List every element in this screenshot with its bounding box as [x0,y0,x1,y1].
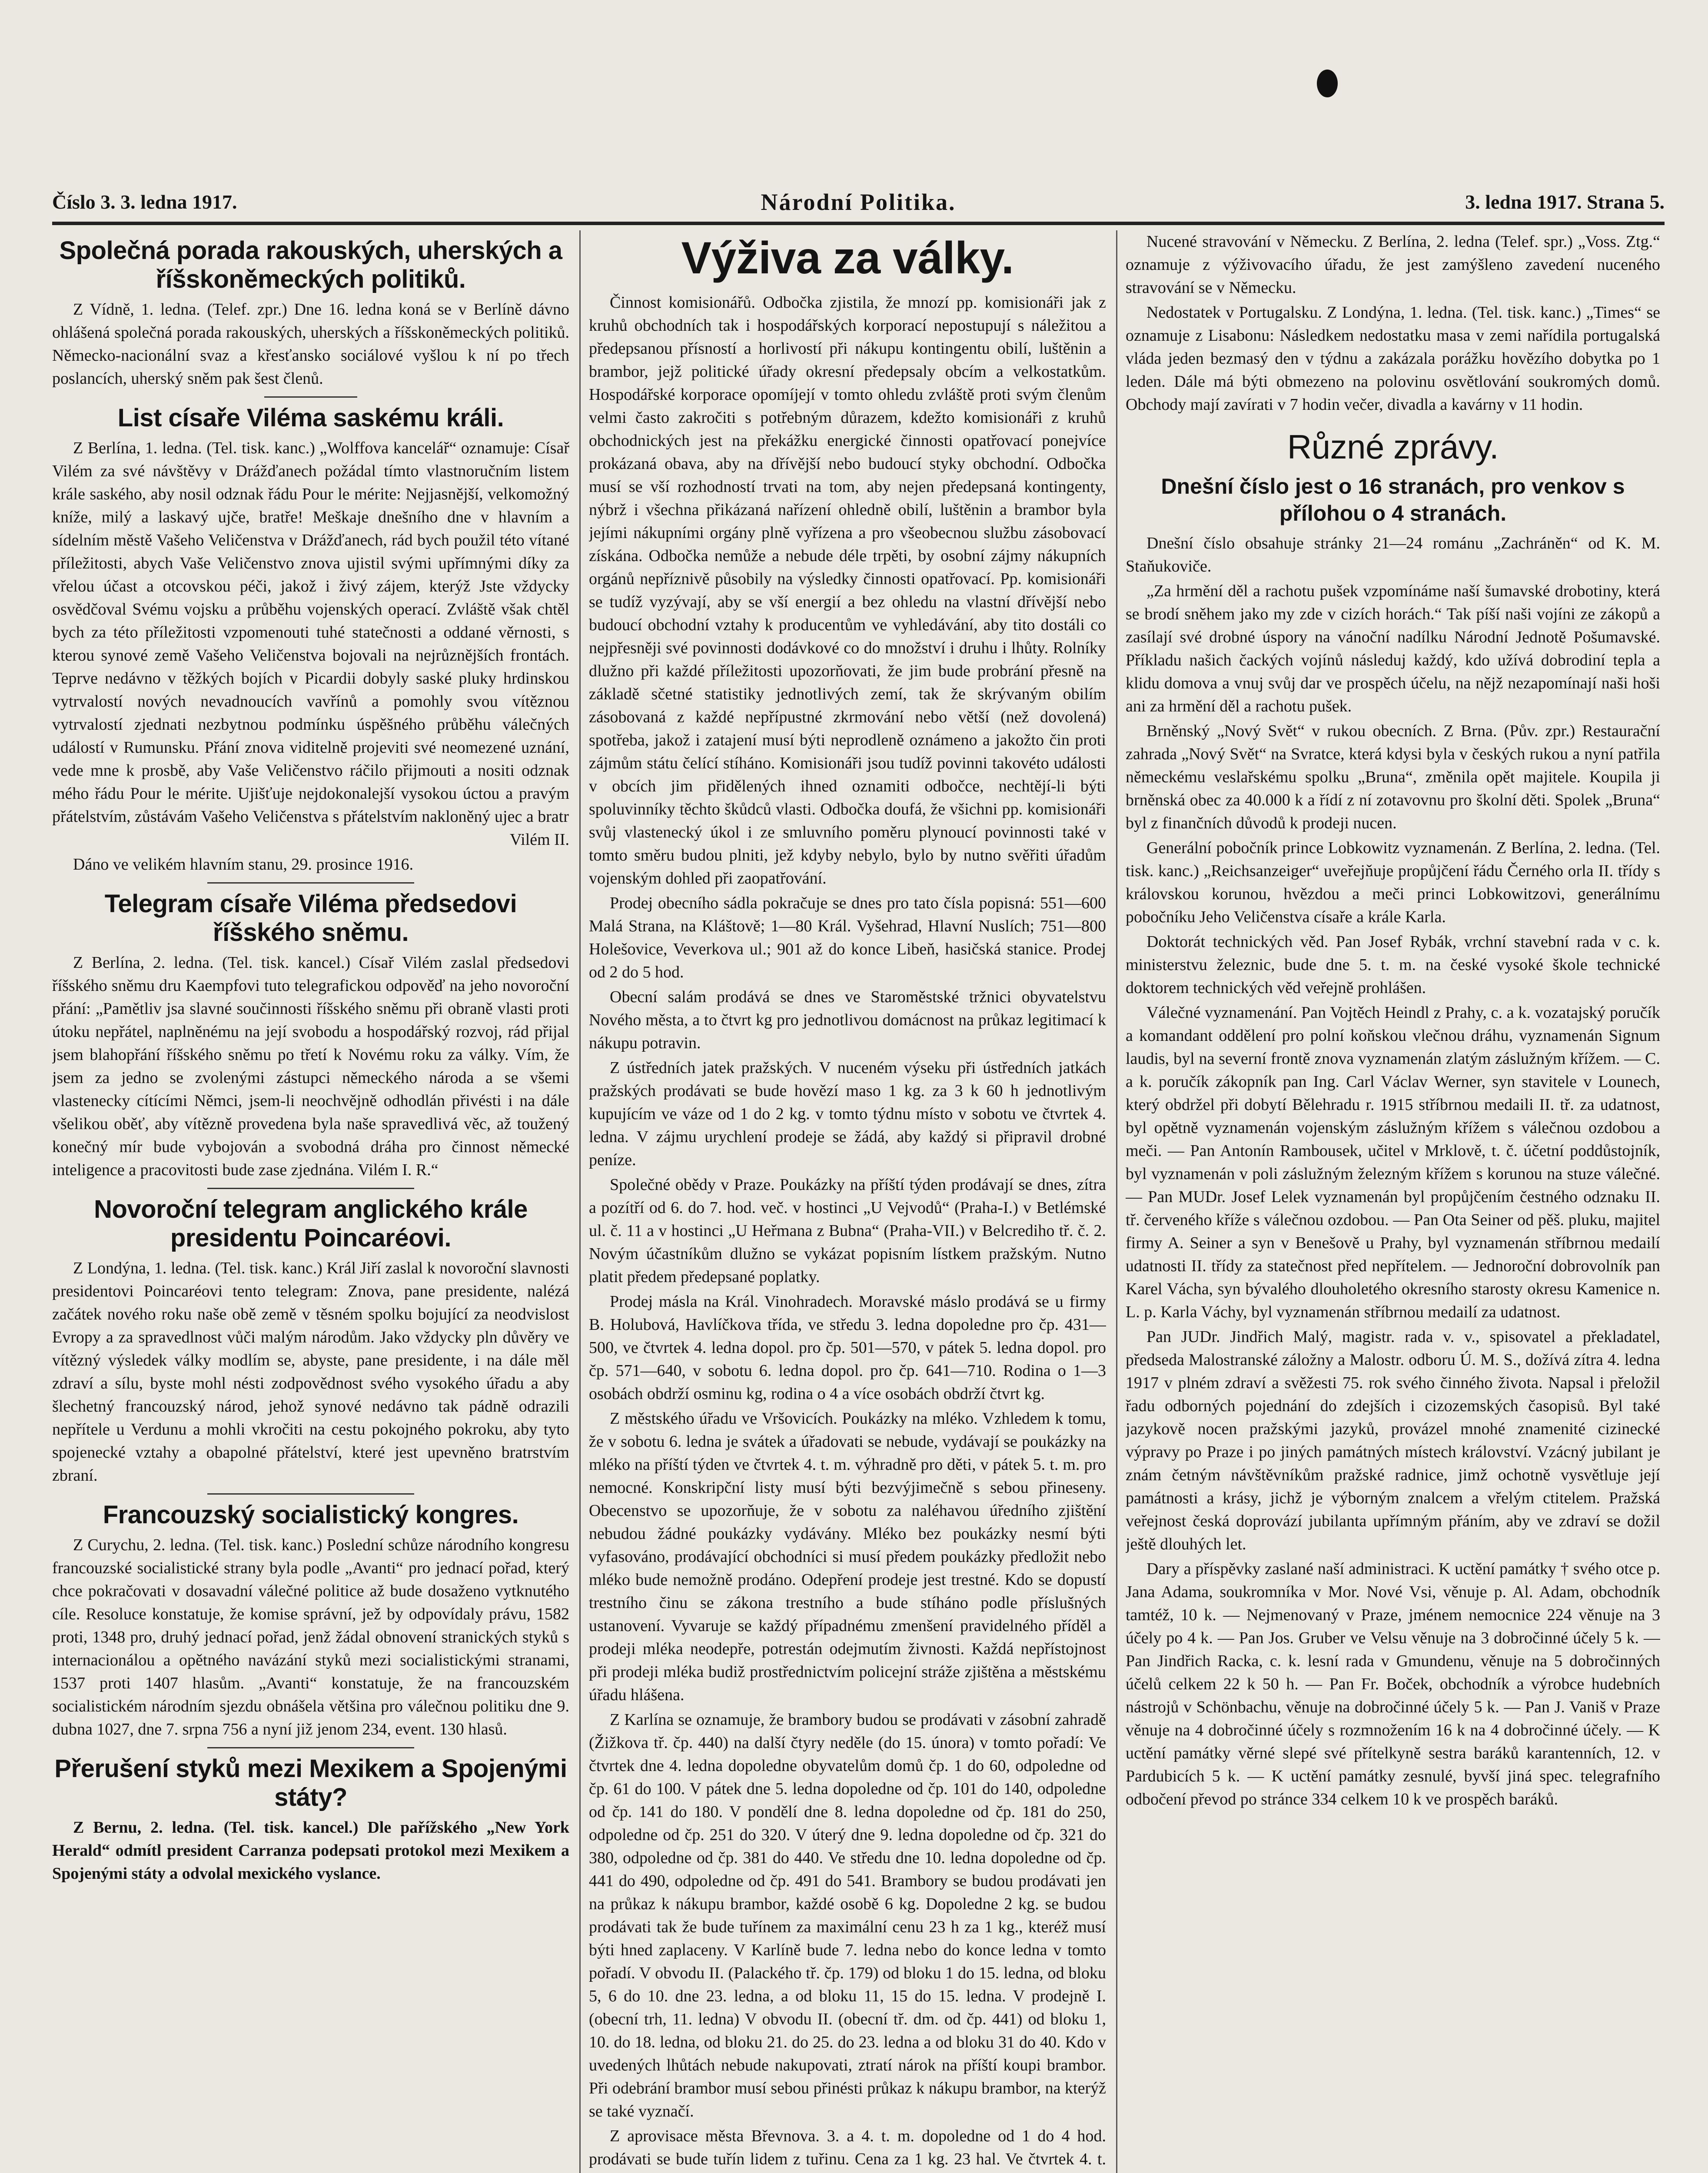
newspaper-title: Národní Politika. [761,189,956,215]
issue-notice: Dnešní číslo jest o 16 stranách, pro venkov s přílohou o 4 stranách. [1161,474,1625,525]
article-paragraph: Generální pobočník prince Lobkowitz vyznamenán. Z Berlína, 2. ledna. (Tel. tisk. kanc.) „Reichsanzeiger“ uveřejňuje propůjčení řádu Černého orla II. třídy s královskou korunou, hvězdou a meči princi Lobkowitzovi, generálnímu pobočníku Jeho Veličenstva císaře a krále Karla. [1126,839,1660,926]
page-header [52,187,1665,225]
article-paragraph: Společné obědy v Praze. Poukázky na příští týden prodávají se dnes, zítra a pozítří od 6. do 7. hod. več. v hostinci „U Vejvodů“ (Praha-I.) v Betlémské ul. č. 11 a v hostinci „U Heřmana z Bubna“ (Praha-VII.) v Belcrediho tř. č. 2. Novým účastníkům dlužno se vykázat popisním lístkem pražským. Nutno platit předem předepsané poplatky. [589,1176,1106,1286]
divider [264,396,357,398]
article-paragraph: Nucené stravování v Německu. Z Berlína, 2. ledna (Telef. spr.) „Voss. Ztg.“ oznamuje z výživovacího úřadu, že jest zamýšleno zavedení nuceného stravování se v Německu. [1126,233,1660,297]
article-paragraph: Z městského úřadu ve Vršovicích. Poukázky na mléko. Vzhledem k tomu, že v sobotu 6. ledna je svátek a úřadovati se nebude, vydávají se poukázky na mléko na příští týden ve čtvrtek 4. t. m. výhradně pro děti, v pátek 5. t. m. pro nemocné. Konskripční listy musí býti bezvýjimečně s sebou přineseny. Obecenstvo se upozorňuje, že v sobotu za naléhavou úředního zjištění nebudou žádné poukázky vydávány. Mléko bez poukázky nesmí býti vyfasováno, prodávající obchodníci si musí předem poukázky předložit nebo mléko bude nemožně prodáno. Odepření prodeje jest trestné. Kdo se dopustí trestního činu se zákona trestního a bude stíháno podle příslušných ustanovení. Vyvaruje se každý případnému zmenšení pravidelného příděl a prodeji mléka neodepře, potrestán odejmutím živnosti. Každá nepřístojnost při prodeji mléka budiž prostřednictvím policejní stráže zjištěna a městskému úřadu hlášena. [589,1409,1106,1704]
article-paragraph: Obecní salám prodává se dnes ve Staroměstské tržnici obyvatelstvu Nového města, a to čtvrt kg pro jednotlivou domácnost na průkaz legitimací k nákupu potravin. [589,988,1106,1052]
column-middle [589,230,1106,2173]
article-paragraph: Z ústředních jatek pražských. V nuceném výseku při ústředních jatkách pražských prodávati se bude hovězí maso 1 kg. za 3 k 60 h jednotlivým kupujícím ve váze od 1 do 2 kg. v tomto týdnu místo v sobotu ve čtvrtek 4. ledna. V zájmu urychlení prodeje se žádá, aby každý si připravil drobné peníze. [589,1059,1106,1169]
article-title: List císaře Viléma saskému králi. [117,404,504,432]
article-paragraph: Z Berlína, 1. ledna. (Tel. tisk. kanc.) „Wolffova kancelář“ oznamuje: Císař Vilém za své návštěvy v Drážďanech požádal tímto vlastnoručním listem krále saského, aby nosil odznak řádu Pour le mérite: Nejjasnější, velkomožný kníže, milý a laskavý ujče, bratře! Meškaje dnešního dne v hlavním a sídelním městě Vašeho Veličenstva v Drážďanech, rád bych použil této vítané příležitosti, abych Vaše Veličenstvo znova ujistil svými upřímnými díky za vřelou účast a otcovskou péči, jakož i živý zájem, kterýž Jste vždycky osvědčoval Svému vojsku a průběhu vojenských operací. Zvláště však chtěl bych za této příležitosti vzpomenouti tuhé statečnosti a oddané věrnosti, s kterou synové země Vašeho Veličenstva bojovali na nejrůznějších frontách. Teprve nedávno v těžkých bojích v Picardii dobyly saské pluky hrdinskou vytrvalostí nových nevadnoucích vavřínů a pomohly svou vítěznou vytrvalostí zjednati nezbytnou podmínku úspěšného průběhu válečných událostí v Rumunsku. Přání znova viditelně projeviti své neomezené uznání, vede mne k prosbě, aby Vaše Veličenstvo ráčilo přijmouti a nositi odznak mého řádu Pour le mérite. Ujišťuje nejdokonalejší vysokou úctou a pravým přátelstvím, zůstávám Vašeho Veličenstva s přátelstvím nakloněný ujec a bratr [52,439,569,826]
date-page-number: 3. ledna 1917. Strana 5. [1465,191,1665,213]
divider [207,882,414,884]
article-title: Novoroční telegram anglického krále presidentu Poincaréovi. [94,1195,528,1252]
issue-number: Číslo 3. 3. ledna 1917. [52,191,237,213]
section-title: Různé zprávy. [1287,428,1499,466]
article-title: Přerušení styků mezi Mexikem a Spojenými státy? [54,1754,567,1811]
divider [207,1747,414,1748]
article-paragraph: Z Londýna, 1. ledna. (Tel. tisk. kanc.) Král Jiří zaslal k novoroční slavnosti presidentovi Poincaréovi tento telegram: Znova, pane presidente, nalézá začátek nového roku naše obě země v těsném spolku bojující za neodvislost Evropy a za spravedlnost vůči malým národům. Jako vždycky pln důvěry ve vítězný výsledek války modlím se, abyste, pane presidente, i na dále měl zdraví a sílu, byste mohl nésti zodpovědnost svého vysokého úřadu a aby šlechetný francouzský národ, jehož synové nedávno tak pádně odrazili nepřítele u Verdunu a mohli vkročiti na cestu pokojného pokroku, aby tyto spojenecké vztahy a obapolné přátelství, které jest upevněno bratrstvím zbraní. [52,1259,569,1485]
section-title: Výživa za války. [681,233,1014,283]
ink-spot [1317,70,1338,97]
article-paragraph: Doktorát technických věd. Pan Josef Rybák, vrchní stavební rada v c. k. ministerstvu železnic, bude dne 5. t. m. na české vysoké škole technické doktorem technických věd veřejně prohlášen. [1126,933,1660,997]
column-left [52,230,569,2173]
divider [207,1188,414,1189]
article-title: Telegram císaře Viléma předsedovi říšského sněmu. [104,890,517,947]
column-right [1126,230,1660,2173]
article-paragraph: Nedostatek v Portugalsku. Z Londýna, 1. ledna. (Tel. tisk. kanc.) „Times“ se oznamuje z Lisabonu: Následkem nedostatku masa v zemi nařídila portugalská vláda jeden bezmasý den v týdnu a zakázala porážku hovězího dobytka po 1 leden. Dále má býti obmezeno na polovinu osvětlování soukromých domů. Obchody mají zavírati v 7 hodin večer, divadla a kavárny v 11 hodin. [1126,303,1660,414]
column-rule [1116,230,1117,2173]
article-paragraph: Dáno ve velikém hlavním stanu, 29. prosince 1916. [73,855,414,874]
article-paragraph: Válečné vyznamenání. Pan Vojtěch Heindl z Prahy, c. a k. vozatajský poručík a komandant oddělení pro polní koňskou vlečnou dráhu, vyznamenán Signum laudis, byl na severní frontě znova vyznamenán zlatým záslužným křížem. — C. a k. poručík zákopník pan Ing. Carl Václav Werner, syn stavitele v Lounech, který obdržel při dobytí Bělehradu r. 1915 stříbrnou medaili II. tř. za udatnost, byl opětně vyznamenán vojenským záslužným křížem s válečnou ozdobou a meči. — Pan Antonín Rambousek, učitel v Mrklově, t. č. účetní poddůstojník, byl vyznamenán v poli záslužným železným křížem s korunou na stuze válečné. — Pan MUDr. Josef Lelek vyznamenán byl propůjčením čestného odznaku II. tř. červeného kříže s válečnou ozdobou. — Pan Ota Seiner od pěš. pluku, majitel firmy A. Seiner a syn v Benešově u Prahy, byl vyznamenán stříbrnou medailí udatnosti II. třídy za statečnost před nepřítelem. — Jednoroční dobrovolník pan Karel Vácha, syn bývalého dlouholetého okresního starosty okresu Kamenice n. L. p. Karla Váchy, byl vyznamenán stříbrnou medailí za udatnost. [1126,1003,1660,1321]
article-title: Společná porada rakouských, uherských a říšskoněmeckých politiků. [59,236,562,293]
article-paragraph: Činnost komisionářů. Odbočka zjistila, že mnozí pp. komisionáři jak z kruhů obchodních tak i hospodářských korporací nepostupují s náležitou a předepsanou přísností a horlivostí při nákupu kontingentu obilí, luštěnin a brambor, jejž politické úřady okresní předepsaly obcím a velkostatkům. Hospodářské korporace opomíjejí v tomto ohledu zvláště proti svým členům velmi často zakročiti s potřebným důrazem, kdežto komisionáři z kruhů obchodnických jest na překážku energické činnosti opatřovací ponejvíce prokázaná obava, aby na dřívější nebo budoucí styky obchodní. Odbočka musí se vší rozhodností trvati na tom, aby nejen předepsaná kontingenty, nýbrž i všechna přikázaná nařízení ohledně obilí, luštěnin a brambor byla jejími nákupními orgány plně vyřízena a pro všeobecnou službu zásobovací získána. Odbočka nemůže a nebude déle trpěti, by osobní zájmy nákupních orgánů nepříznivě působily na výsledky činnosti opatřovací. Pp. komisionáři se tudíž vyzývají, aby se vší energií a bez ohledu na vlastní dřívější nebo budoucí obchodní vztahy k producentům ve vyhledávání, aby tito dostáli co nejpřesněji své povinnosti dodávkové co do množství i druhu i lhůty. Rolníky dlužno při každé příležitosti upozorňovati, že jim bude probrání přesně na základě sčetné statistiky jednotlivých zemí, tak že skrývaným obilím zásobovaná z každé nepřípustné zkrmování nebo větší (než dovolená) spotřeba, jakož i zatajení musí býti neprodleně oznámeno a jakožto čin proti zájmům státu čelící stíháno. Komisionáři jsou tudíž povinni takovéto události v obcích jim přidělených ihned oznamiti odbočce, nechtějí-li býti spoluvinníky těchto škůdců vlasti. Odbočka doufá, že všichni pp. komisionáři svůj vlastenecký úkol i ze smluvního poměru plynoucí povinnosti také v tomto směru budou plniti, jež kdyby nebylo, bylo by nutno svěřiti úřadům vojenským dohled při zaopatřování. [589,293,1106,887]
article-paragraph: Z Berlína, 2. ledna. (Tel. tisk. kancel.) Císař Vilém zaslal předsedovi říšského sněmu dru Kaempfovi tuto telegrafickou odpověď na jeho novoroční přání: „Pamětliv jsa slavné součinnosti říšského sněmu při obraně vlasti proti útoku nepřátel, naplněnému na její svobodu a hospodářský rozvoj, rád přijal jsem blahopřání říšského sněmu po třetí k Novému roku za války. Vím, že jsem za jedno se zvolenými zástupci německého národa a se všemi vlastenecky cítícími Němci, jsem-li neochvějně odhodlán přivésti i na dále všelikou oběť, aby vítězně provedena byla naše spravedlivá věc, až toužený konečný mír bude vybojován a svobodná dráha pro činnost německé inteligence a pracovitosti bude zase zjednána. Vilém I. R.“ [52,954,569,1179]
article-paragraph: Brněnský „Nový Svět“ v rukou obecních. Z Brna. (Pův. zpr.) Restaurační zahrada „Nový Svět“ na Svratce, která kdysi byla v českých rukou a nyní patřila německému veslařskému spolku „Bruna“, změnila opět majitele. Koupila ji brněnská obec za 40.000 k a řídí z ní zotavovnu pro školní děti. Spolek „Bruna“ byl z finančních důvodů k prodeji nucen. [1126,722,1660,832]
column-rule [579,230,581,2173]
signature: Vilém II. [509,831,569,849]
article-paragraph: Z Karlína se oznamuje, že brambory budou se prodávati v zásobní zahradě (Žižkova tř. čp. 440) na další čtyry neděle (do 15. února) v tomto pořadí: Ve čtvrtek dne 4. ledna dopoledne obyvatelům domů čp. 1 do 60, odpoledne od čp. 61 do 100. V pátek dne 5. ledna dopoledne od čp. 101 do 140, odpoledne od čp. 141 do 180. V pondělí dne 8. ledna dopoledne od čp. 181 do 250, odpoledne od čp. 251 do 320. V úterý dne 9. ledna dopoledne od čp. 321 do 380, odpoledne od čp. 381 do 440. Ve středu dne 10. ledna dopoledne od čp. 441 do 490, odpoledne od čp. 491 do 541. Brambory se budou prodávati jen na průkaz k nákupu brambor, každé osobě 6 kg. Dopoledne 2 kg. se budou prodávati tak že bude tuřínem za maximální cenu 23 h za 1 kg., kteréž musí býti hned zaplaceny. V Karlíně bude 7. ledna nebo do konce ledna v tomto pořadí. V obvodu II. (Palackého tř. čp. 179) od bloku 1 do 15. ledna, od bloku 5, 6 do 10. dne 23. ledna, a od bloku 11, 15 do 15. ledna. V prodejně I. (obecní trh, 11. ledna) V obvodu II. (obecní tř. dm. od čp. 441) od bloku 1, 10. do 18. ledna, od bloku 21. do 25. do 23. ledna a od bloku 31 do 40. Kdo v uvedených lhůtách nebude nakupovati, ztratí nárok na příští koupi brambor. Při odebrání brambor musí sebou přinésti průkaz k nákupu brambor, na kterýž se také vyznačí. [589,1711,1106,2120]
article-paragraph: Z Vídně, 1. ledna. (Telef. zpr.) Dne 16. ledna koná se v Berlíně dávno ohlášená společná porada rakouských, uherských a říšskoněmeckých politiků. Německo-nacionální svaz a křesťansko sociálové vyšlou k ní po třech poslancích, uherský sněm pak šest členů. [52,300,569,388]
divider [207,1493,414,1495]
article-paragraph: Pan JUDr. Jindřich Malý, magistr. rada v. v., spisovatel a překladatel, předseda Malostranské záložny a Malostr. odboru Ú. M. S., dožívá zítra 4. ledna 1917 v plném zdraví a svěžesti 75. rok svého činného života. Napsal i přeložil řadu odborných pojednání do zdejších i cizozemských časopisů. Byl také jazykově nocen pražskými jazyků, provázel mnohé znamenité cizinecké výpravy po Praze i po jiných památných místech království. Vzácný jubilant je znám četným návštěvníkům pražské radnice, jimž ochotně vysvětluje její památnosti a krásy, jichž je výborným znalcem a vřelým ctitelem. Pražská veřejnost česká doprovází jubilanta upřímným přáním, aby ve zdraví se dožil ještě dlouhých let. [1126,1328,1660,1553]
article-paragraph: Dary a příspěvky zaslané naší administraci. K uctění památky † svého otce p. Jana Adama, soukromníka v Mor. Nové Vsi, věnuje p. Al. Adam, obchodník tamtéž, 10 k. — Nejmenovaný v Praze, jménem nemocnice 224 věnuje na 3 účely po 4 k. — Pan Jos. Gruber ve Velsu věnuje na 3 dobročinné účely 5 k. — Pan Jindřich Racka, c. k. lesní rada v Gmundenu, věnuje na 5 dobročinných účelů celkem 22 k 50 h. — Pan Fr. Boček, obchodník a výrobce hudebních nástrojů v Schönbachu, věnuje na dobročinné účely 5 k. — Pan J. Vaniš v Praze věnuje na 4 dobročinné účely s rozmnožením 16 k na 4 dobročinné účely. — K uctění památky věrné slepé své přítelkyně sestra baráků karantenních, 12. v Pardubicích 5 k. — K uctění památky zesnulé, byvší jiná spec. telegrafního odbočení převod po stránce 334 celkem 10 k ve prospěch baráků. [1126,1560,1660,1808]
article-title: Francouzský socialistický kongres. [103,1501,519,1529]
article-paragraph: Z aprovisace města Břevnova. 3. a 4. t. m. dopoledne od 1 do 4 hod. prodávati se bude tuřín lidem z tuřinu. Cena za 1 kg. 23 hal. Ve čtvrtek 4. t. [589,2127,1106,2168]
article-paragraph: „Za hrmění děl a rachotu pušek vzpomínáme naší šumavské drobotiny, která se brodí sněhem jako my zde v cizích horách.“ Tak píší naši vojíni ze zákopů a zasílají své drobné úspory na vánoční nadílku Národní Jednotě Pošumavské. Příkladu našich čackých vojínů následuj každý, kdo užívá dobrodiní tepla a klidu domova a vnuj svůj dar ve prospěch účelu, na nějž nezapomínají naši hoši ani za hrmění děl a rachotu pušek. [1126,582,1660,715]
article-paragraph: Prodej másla na Král. Vinohradech. Moravské máslo prodává se u firmy B. Holubová, Havlíčkova třída, ve středu 3. ledna dopoledne pro čp. 431—500, ve čtvrtek 4. ledna dopol. pro čp. 501—570, v pátek 5. ledna dopol. pro čp. 571—640, v sobotu 6. ledna dopol. pro čp. 641—710. Rodina o 1—3 osobách obdrží osminu kg, rodina o 4 a více osobách obdrží čtvrt kg. [589,1293,1106,1403]
article-paragraph: Z Bernu, 2. ledna. (Tel. tisk. kancel.) Dle pařížského „New York Herald“ odmítl president Carranza podepsati protokol mezi Mexikem a Spojenými státy a odvolal mexického vyslance. [52,1818,569,1883]
article-paragraph: Z Curychu, 2. ledna. (Tel. tisk. kanc.) Poslední schůze národního kongresu francouzské socialistické strany byla podle „Avanti“ pro jednací pořad, který chce pokračovati v dosavadní válečné politice až bude dosaženo vytknutého cíle. Resoluce konstatuje, že komise správní, jež by odpovídaly právu, 1582 proti, 1348 pro, druhý jednací pořad, jenž žádal obnovení stranických styků s internacionálou a opětného navázání styků mezi socialistickými stranami, 1537 proti 1407 hlasům. „Avanti“ konstatuje, že na francouzském socialistickém národním sjezdu obnášela většina pro válečnou politiku dne 9. dubna 1027, dne 7. srpna 756 a nyní již jenom 234, event. 130 hlasů. [52,1536,569,1738]
article-paragraph: Dnešní číslo obsahuje stránky 21—24 románu „Zachráněn“ od K. M. Staňukoviče. [1126,534,1660,575]
article-paragraph: Prodej obecního sádla pokračuje se dnes pro tato čísla popisná: 551—600 Malá Strana, na Kláštově; 1—80 Král. Vyšehrad, Hlavní Nuslích; 751—800 Holešovice, Veverkova ul.; 901 až do konce Libeň, hasičská stanice. Prodej od 2 do 5 hod. [589,894,1106,981]
